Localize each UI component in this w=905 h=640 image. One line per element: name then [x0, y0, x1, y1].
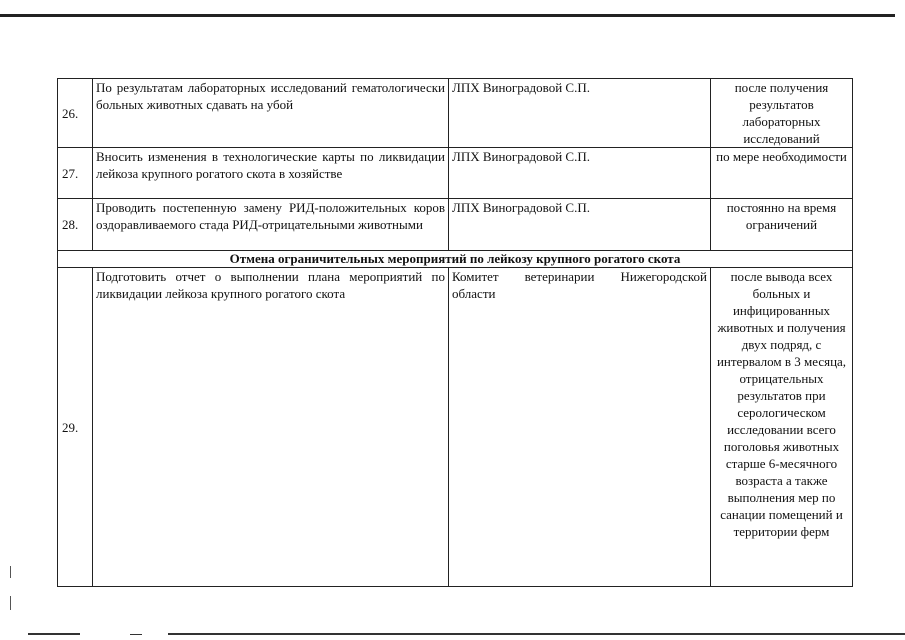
responsible-cell: Комитет ветеринарии Нижегородской области [449, 268, 711, 587]
row-number: 26. [58, 79, 93, 148]
table-row [58, 79, 853, 148]
activity-cell: Проводить постепенную замену РИД-положительных коров оздоравливаемого стада РИД-отрицательными животными [93, 199, 449, 251]
section-header-row [58, 251, 853, 268]
margin-mark [10, 566, 11, 578]
row-number: 29. [58, 268, 93, 587]
measures-table [57, 78, 853, 587]
term-cell: постоянно на время ограничений [711, 199, 853, 251]
margin-mark [10, 596, 11, 610]
row-number: 28. [58, 199, 93, 251]
page-bottom-rule [168, 633, 905, 635]
responsible-cell: ЛПХ Виноградовой С.П. [449, 199, 711, 251]
activity-cell: Вносить изменения в технологические карты по ликвидации лейкоза крупного рогатого скота в хозяйстве [93, 148, 449, 199]
table-row [58, 148, 853, 199]
table-row [58, 199, 853, 251]
responsible-cell: ЛПХ Виноградовой С.П. [449, 148, 711, 199]
section-title: Отмена ограничительных мероприятий по лейкозу крупного рогатого скота [58, 251, 853, 268]
activity-cell: Подготовить отчет о выполнении плана мероприятий по ликвидации лейкоза крупного рогатого скота [93, 268, 449, 587]
term-cell: после вывода всех больных и инфицированных животных и получения двух подряд, с интервалом в 3 месяца, отрицательных результатов при серологическом исследовании всего поголовья животных старше 6-месячного возраста а также выполнения мер по санации помещений и территории ферм [711, 268, 853, 587]
responsible-cell: ЛПХ Виноградовой С.П. [449, 79, 711, 148]
term-cell: после получения результатов лабораторных исследований [711, 79, 853, 148]
activity-cell: По результатам лабораторных исследований гематологически больных животных сдавать на убой [93, 79, 449, 148]
page-bottom-rule [130, 634, 142, 635]
term-cell: по мере необходимости [711, 148, 853, 199]
table-row [58, 268, 853, 587]
page-bottom-rule [28, 633, 80, 635]
row-number: 27. [58, 148, 93, 199]
page-top-rule [0, 14, 895, 17]
